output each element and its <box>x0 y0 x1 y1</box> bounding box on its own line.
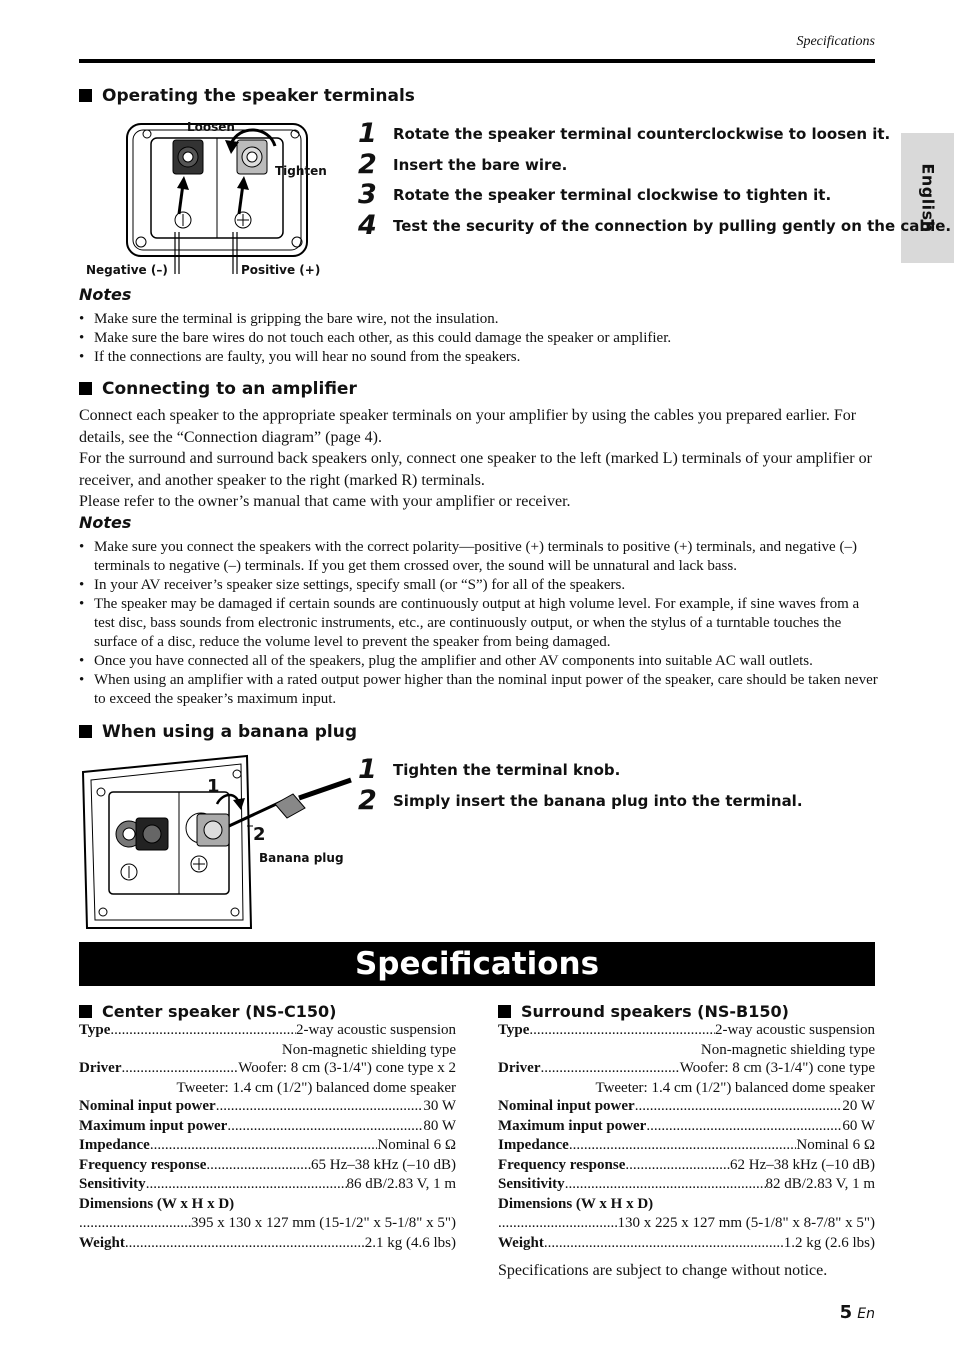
list-item: • Make sure the terminal is gripping the bare wire, not the insulation. <box>79 310 879 329</box>
running-header: Specifications <box>796 34 875 49</box>
paragraph: For the surround and surround back speakers only, connect one speaker to the left (marked L) terminals of your amplifier or receiver, and another speaker to the right (marked R) terminals. <box>79 450 872 489</box>
spec-row-dimensions-value: ..... 395 x 130 x 127 mm (15-1/2" x 5-1/8" x 5") <box>79 1214 456 1234</box>
positive-label: Positive (+) <box>241 263 321 277</box>
terminal-notes-list <box>79 310 879 367</box>
terminal-step-2: 2 Insert the bare wire. <box>358 149 568 180</box>
spec-row-sensitivity: Sensitivity ..... 86 dB/2.83 V, 1 m <box>79 1175 456 1195</box>
square-bullet-icon <box>79 1005 92 1018</box>
list-item: • In your AV receiver’s speaker size settings, specify small (or “S”) for all of the speakers. <box>79 576 879 595</box>
spec-row-weight: Weight ..... 1.2 kg (2.6 lbs) <box>498 1234 875 1254</box>
section-heading-banana: When using a banana plug <box>79 722 357 742</box>
callout-2: 2 <box>253 824 266 845</box>
page-number-value: 5 <box>839 1302 853 1323</box>
spec-row-driver: Driver ..... Woofer: 8 cm (3-1/4") cone type <box>498 1059 875 1079</box>
spec-row-type-cont: Non-magnetic shielding type <box>700 1041 875 1058</box>
list-item: • Make sure the bare wires do not touch each other, as this could damage the speaker or amplifier. <box>79 329 879 348</box>
surround-spec-table <box>498 1021 875 1253</box>
paragraph: Connect each speaker to the appropriate speaker terminals on your amplifier by using the cables you prepared earlier. For details, see the “Connection diagram” (page 4). <box>79 407 857 446</box>
section-heading-terminals: Operating the speaker terminals <box>79 86 415 106</box>
list-item: • Once you have connected all of the speakers, plug the amplifier and other AV components into suitable AC wall outlets. <box>79 652 879 671</box>
banana-step-1: 1 Tighten the terminal knob. <box>358 754 621 785</box>
spec-row-dimensions-value: ..... 130 x 225 x 127 mm (5-1/8" x 8-7/8" x 5") <box>498 1214 875 1234</box>
surround-speaker-heading: Surround speakers (NS-B150) <box>498 1002 789 1021</box>
square-bullet-icon <box>79 382 92 395</box>
paragraph: Please refer to the owner’s manual that came with your amplifier or receiver. <box>79 493 571 510</box>
spec-row-frequency: Frequency response ..... 65 Hz–38 kHz (–10 dB) <box>79 1156 456 1176</box>
square-bullet-icon <box>79 89 92 102</box>
terminal-step-1: 1 Rotate the speaker terminal counterclockwise to loosen it. <box>358 118 891 149</box>
banana-plug-diagram <box>79 752 359 932</box>
language-tab-label: English <box>918 163 937 233</box>
spec-row-sensitivity: Sensitivity ..... 82 dB/2.83 V, 1 m <box>498 1175 875 1195</box>
notes-heading: Notes <box>79 285 132 304</box>
callout-1: 1 <box>207 776 220 797</box>
page-number <box>840 1302 875 1323</box>
spec-row-maximum: Maximum input power ..... 60 W <box>498 1117 875 1137</box>
spec-row-type-cont: Non-magnetic shielding type <box>281 1041 456 1058</box>
loosen-label: Loosen <box>187 120 235 134</box>
amplifier-notes-list <box>79 538 879 709</box>
spec-row-nominal: Nominal input power ..... 20 W <box>498 1097 875 1117</box>
spec-row-weight: Weight ..... 2.1 kg (4.6 lbs) <box>79 1234 456 1254</box>
terminal-diagram-drawing <box>79 114 339 284</box>
spec-row-nominal: Nominal input power ..... 30 W <box>79 1097 456 1117</box>
list-item: • When using an amplifier with a rated output power higher than the nominal input power of the speaker, care should be taken never to exceed the speaker’s maximum input. <box>79 671 879 709</box>
square-bullet-icon <box>498 1005 511 1018</box>
specifications-banner: Specifications <box>79 942 875 986</box>
spec-row-driver: Driver ..... Woofer: 8 cm (3-1/4") cone type x 2 <box>79 1059 456 1079</box>
amplifier-body <box>79 405 875 513</box>
section-heading-amplifier: Connecting to an amplifier <box>79 379 357 399</box>
spec-row-impedance: Impedance ..... Nominal 6 Ω <box>498 1136 875 1156</box>
terminal-diagram <box>79 114 339 284</box>
spec-row-frequency: Frequency response ..... 62 Hz–38 kHz (–10 dB) <box>498 1156 875 1176</box>
notes-heading: Notes <box>79 513 132 532</box>
tighten-label: Tighten <box>275 164 327 178</box>
square-bullet-icon <box>79 725 92 738</box>
negative-label: Negative (–) <box>86 263 168 277</box>
spec-row-impedance: Impedance ..... Nominal 6 Ω <box>79 1136 456 1156</box>
list-item: • If the connections are faulty, you will hear no sound from the speakers. <box>79 348 879 367</box>
spec-row-driver-cont: Tweeter: 1.4 cm (1/2") balanced dome speaker <box>176 1079 456 1096</box>
spec-row-dimensions: Dimensions (W x H x D) <box>79 1195 235 1212</box>
terminal-step-3: 3 Rotate the speaker terminal clockwise to tighten it. <box>358 179 832 210</box>
language-tab <box>901 133 954 263</box>
terminal-step-4: 4 Test the security of the connection by pulling gently on the cable. <box>358 210 952 241</box>
spec-row-maximum: Maximum input power ..... 80 W <box>79 1117 456 1137</box>
center-speaker-heading: Center speaker (NS-C150) <box>79 1002 336 1021</box>
list-item: • The speaker may be damaged if certain sounds are continuously output at high volume level. For example, if sine waves from a test disc, bass sounds from electronic instruments, etc., are continuously output, or when the stylus of a turntable touches the surface of a disc, reduce the volume level to prevent the speaker from being damaged. <box>79 595 879 652</box>
list-item: • Make sure you connect the speakers with the correct polarity—positive (+) terminals to positive (+) terminals, and negative (–) terminals to negative (–) terminals. If you get them crossed over, the sound will be unnatural and lack bass. <box>79 538 879 576</box>
spec-row-dimensions: Dimensions (W x H x D) <box>498 1195 654 1212</box>
banana-plug-label: Banana plug <box>259 851 344 865</box>
header-rule <box>79 59 875 63</box>
spec-row-driver-cont: Tweeter: 1.4 cm (1/2") balanced dome speaker <box>595 1079 875 1096</box>
banana-step-2: 2 Simply insert the banana plug into the terminal. <box>358 785 803 816</box>
center-spec-table <box>79 1021 456 1253</box>
spec-row-type: Type ..... 2-way acoustic suspension <box>498 1021 875 1041</box>
page-language: En <box>857 1306 875 1322</box>
spec-row-type: Type ..... 2-way acoustic suspension <box>79 1021 456 1041</box>
specifications-notice: Specifications are subject to change without notice. <box>498 1262 828 1279</box>
